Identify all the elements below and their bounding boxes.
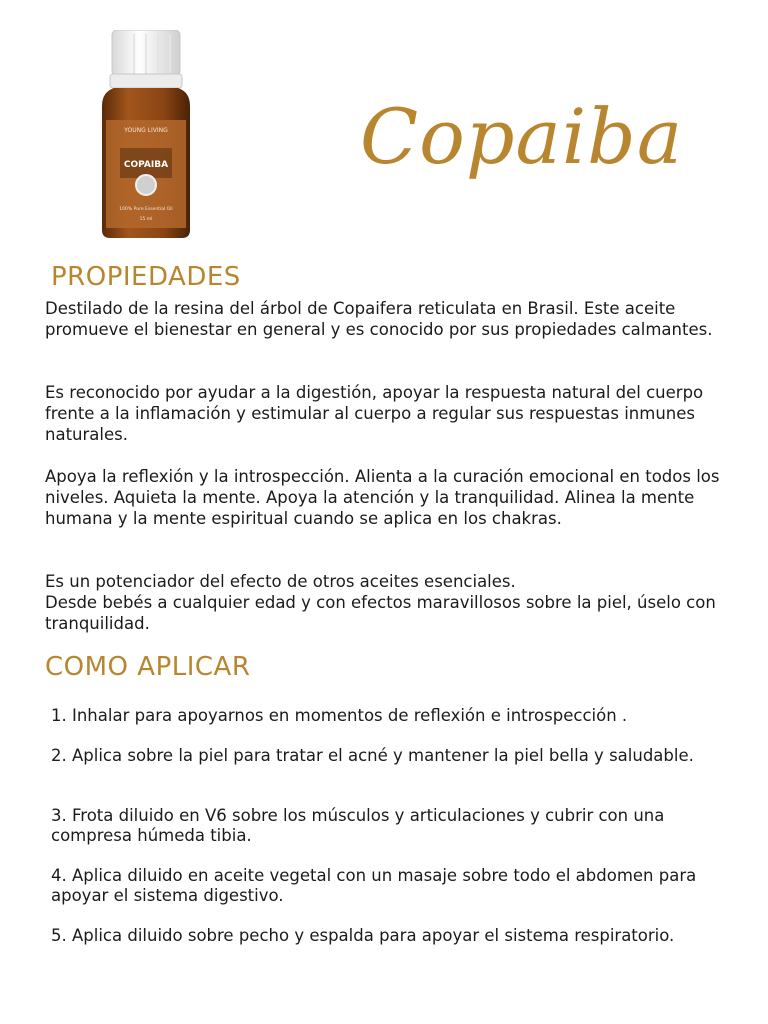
application-step: 2. Aplica sobre la piel para tratar el acné y mantener la piel bella y saludable. [51, 746, 694, 765]
propiedades-paragraph: Es un potenciador del efecto de otros aceites esenciales. [45, 572, 516, 591]
application-step: 1. Inhalar para apoyarnos en momentos de reflexión e introspección . [51, 706, 628, 725]
bottle-cap [110, 30, 182, 88]
propiedades-paragraph: Desde bebés a cualquier edad y con efectos maravillosos sobre la piel, úselo con tranquilidad. [45, 593, 716, 633]
section-heading-como-aplicar: COMO APLICAR [45, 652, 251, 682]
application-step: 3. Frota diluido en V6 sobre los músculos y articulaciones y cubrir con una compresa húmeda tibia. [51, 806, 665, 845]
label-brand: YOUNG LIVING [124, 127, 168, 134]
label-product-name: COPAIBA [123, 160, 169, 170]
application-step: 4. Aplica diluido en aceite vegetal con un masaje sobre todo el abdomen para apoyar el sistema digestivo. [51, 866, 697, 905]
label-description: 100% Pure Essential Oil [119, 207, 173, 212]
propiedades-paragraph: Es reconocido por ayudar a la digestión, apoyar la respuesta natural del cuerpo frente a la inflamación y estimular al cuerpo a regular sus respuestas inmunes naturales. [45, 383, 704, 444]
page-title: Copaiba [360, 92, 684, 181]
label-volume: 15 ml [139, 217, 153, 222]
essential-oil-bottle-image [98, 30, 194, 240]
propiedades-paragraph: Apoya la reflexión y la introspección. Alienta a la curación emocional en todos los niveles. Aquieta la mente. Apoya la atención y la tranquilidad. Alinea la mente humana y la mente espiritual cuando se aplica en los chakras. [45, 467, 720, 528]
propiedades-paragraph: Destilado de la resina del árbol de Copaifera reticulata en Brasil. Este aceite promueve el bienestar en general y es conocido por sus propiedades calmantes. [45, 299, 713, 339]
application-step: 5. Aplica diluido sobre pecho y espalda para apoyar el sistema respiratorio. [51, 926, 675, 945]
section-heading-propiedades: PROPIEDADES [51, 262, 241, 292]
